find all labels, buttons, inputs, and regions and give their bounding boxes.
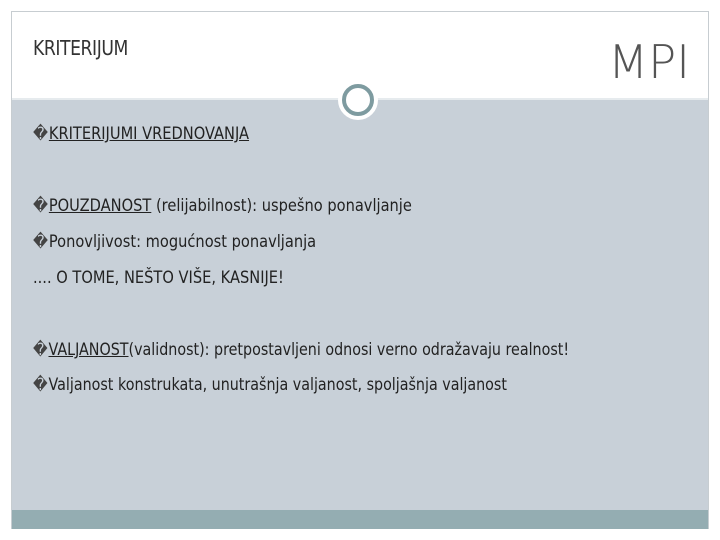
line-repeatability xyxy=(33,232,316,252)
line-criteria-heading xyxy=(33,124,249,144)
bottom-band xyxy=(12,510,708,529)
mpi-logo xyxy=(608,33,692,83)
bullet-icon: � xyxy=(33,340,48,360)
slide-title: KRITERIJUM xyxy=(33,36,128,60)
bullet-icon: � xyxy=(33,124,48,144)
bullet-icon: � xyxy=(33,375,48,395)
line-underlined: VALJANOST xyxy=(48,340,129,360)
bullet-icon: � xyxy=(33,232,48,252)
line-text: Ponovljivost: mogućnost ponavljanja xyxy=(48,232,317,252)
content-area xyxy=(12,98,708,510)
line-validity xyxy=(33,340,569,360)
line-more-later xyxy=(33,268,284,288)
line-reliability xyxy=(33,196,412,216)
line-validity-types xyxy=(33,375,507,395)
line-text: Valjanost konstrukata, unutrašnja valjanost, spoljašnja valjanost xyxy=(48,375,507,395)
line-text: (relijabilnost): uspešno ponavljanje xyxy=(151,196,412,216)
line-text: .... O TOME, NEŠTO VIŠE, KASNIJE! xyxy=(33,268,284,288)
line-underlined: POUZDANOST xyxy=(48,196,152,216)
bullet-icon: � xyxy=(33,196,48,216)
line-underlined: KRITERIJUMI VREDNOVANJA xyxy=(48,124,250,144)
logo-text: MPI xyxy=(608,35,690,83)
divider-ring-icon xyxy=(342,84,374,116)
line-text: (validnost): pretpostavljeni odnosi verno odražavaju realnost! xyxy=(128,340,570,360)
